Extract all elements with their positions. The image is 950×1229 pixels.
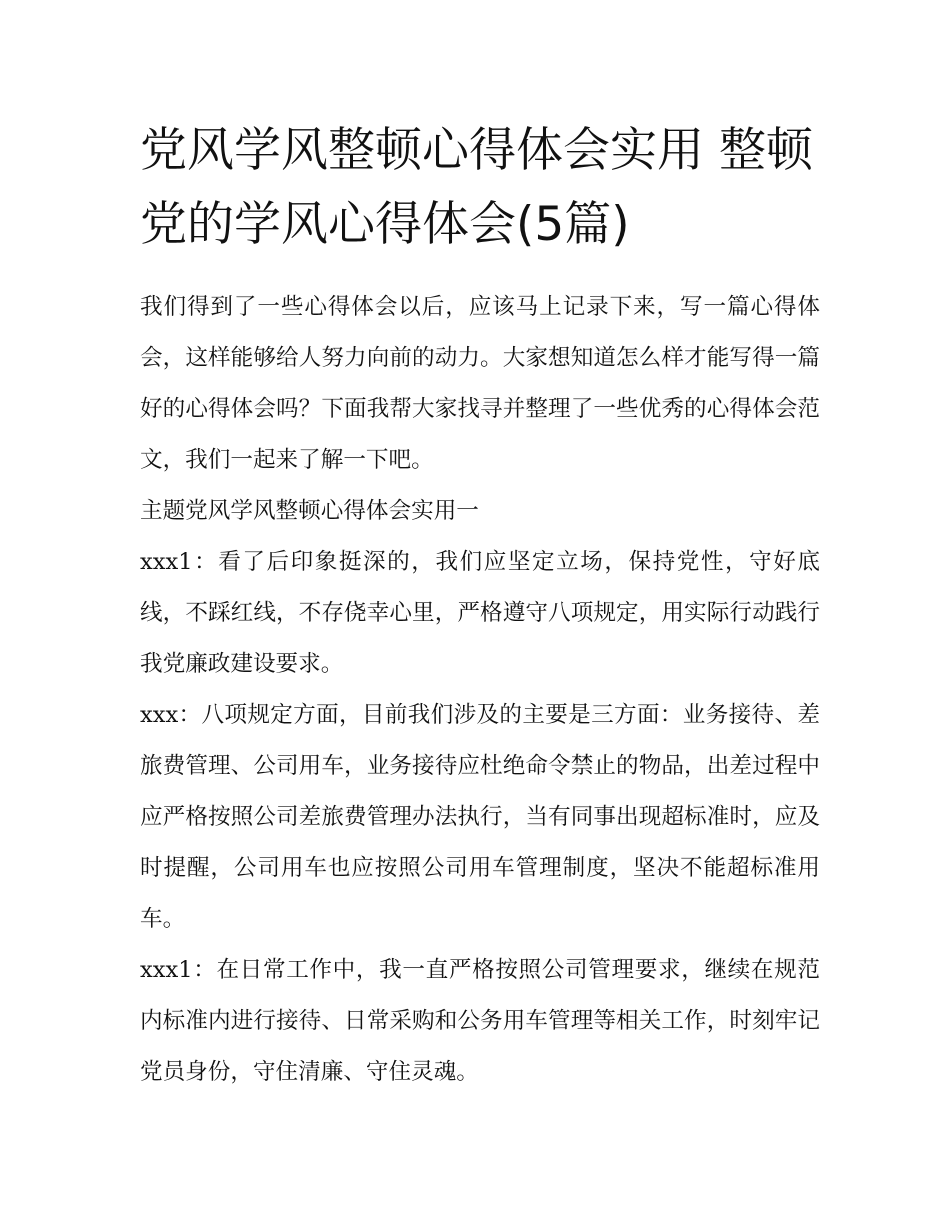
- document-title: 党风学风整顿心得体会实用 整顿党的学风心得体会(5篇): [140, 123, 813, 252]
- document-body: [140, 282, 820, 1098]
- section-heading: 主题党风学风整顿心得体会实用一: [140, 498, 479, 524]
- intro-paragraph: 我们得到了一些心得体会以后，应该马上记录下来，写一篇心得体会，这样能够给人努力向前的动力。大家想知道怎么样才能写得一篇好的心得体会吗？下面我帮大家找寻并整理了一些优秀的心得体会范文，我们一起来了解一下吧。: [140, 294, 820, 473]
- body-paragraph: xxx1：看了后印象挺深的，我们应坚定立场，保持党性，守好底线，不踩红线，不存侥幸心里，严格遵守八项规定，用实际行动践行我党廉政建设要求。: [140, 549, 820, 677]
- body-paragraph: xxx1：在日常工作中，我一直严格按照公司管理要求，继续在规范内标准内进行接待、日常采购和公务用车管理等相关工作，时刻牢记党员身份，守住清廉、守住灵魂。: [140, 957, 820, 1085]
- body-paragraph: xxx：八项规定方面，目前我们涉及的主要是三方面：业务接待、差旅费管理、公司用车，业务接待应杜绝命令禁止的物品，出差过程中应严格按照公司差旅费管理办法执行，当有同事出现超标准时，应及时提醒，公司用车也应按照公司用车管理制度，坚决不能超标准用车。: [140, 702, 820, 932]
